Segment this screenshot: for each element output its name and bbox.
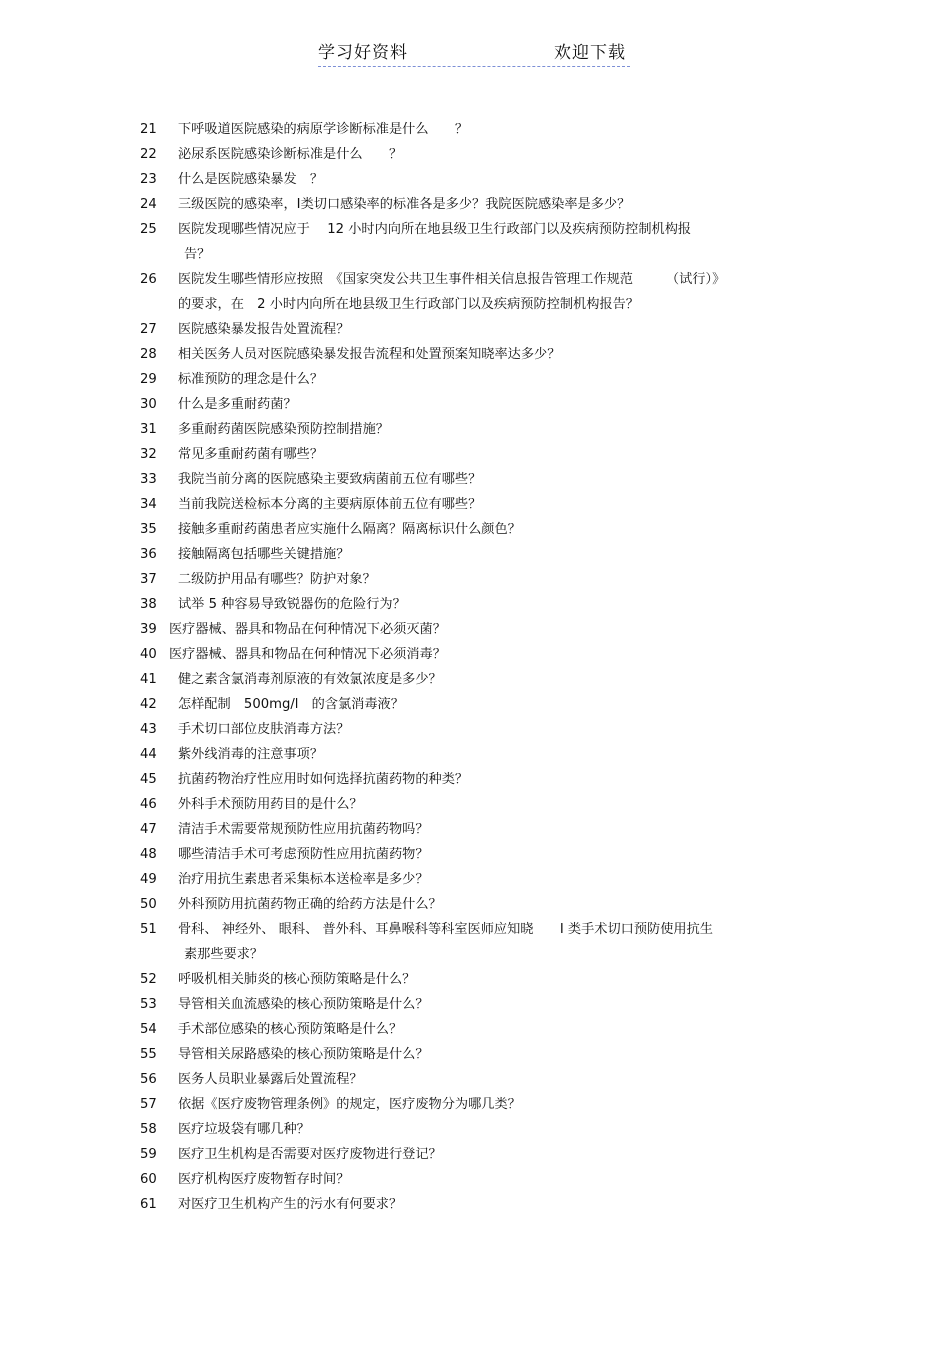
question-item bbox=[140, 642, 830, 667]
question-item bbox=[140, 442, 830, 467]
question-item bbox=[140, 792, 830, 817]
question-item bbox=[140, 592, 830, 617]
question-number: 60 bbox=[140, 1172, 157, 1187]
question-number: 37 bbox=[140, 572, 157, 587]
question-number: 27 bbox=[140, 322, 157, 337]
question-text: 手术部位感染的核心预防策略是什么？ bbox=[178, 1022, 403, 1037]
question-text: 当前我院送检标本分离的主要病原体前五位有哪些？ bbox=[178, 497, 482, 512]
question-text: 常见多重耐药菌有哪些？ bbox=[178, 447, 324, 462]
header-left-text: 学习好资料 bbox=[318, 43, 408, 63]
question-text: 医疗机构医疗废物暂存时间？ bbox=[178, 1172, 350, 1187]
question-item bbox=[140, 367, 830, 392]
question-text: 医务人员职业暴露后处置流程？ bbox=[178, 1072, 363, 1087]
question-text: 医疗器械、器具和物品在何种情况下必须灭菌？ bbox=[169, 622, 446, 637]
question-text: 清洁手术需要常规预防性应用抗菌药物吗？ bbox=[178, 822, 429, 837]
question-item bbox=[140, 817, 830, 842]
question-item bbox=[140, 517, 830, 542]
question-text: 医院感染暴发报告处置流程？ bbox=[178, 322, 350, 337]
page-header bbox=[318, 42, 630, 67]
question-list bbox=[140, 117, 830, 1217]
question-item bbox=[140, 1067, 830, 1092]
question-number: 34 bbox=[140, 497, 157, 512]
question-item bbox=[140, 717, 830, 742]
question-item bbox=[140, 617, 830, 642]
question-number: 28 bbox=[140, 347, 157, 362]
question-item bbox=[140, 542, 830, 567]
question-item bbox=[140, 1192, 830, 1217]
question-text: 什么是医院感染暴发 ？ bbox=[178, 172, 324, 187]
question-text: 试举 5 种容易导致锐器伤的危险行为？ bbox=[178, 597, 406, 612]
question-text: 医院发生哪些情形应按照 《国家突发公共卫生事件相关信息报告管理工作规范 （试行）》 bbox=[178, 272, 726, 287]
question-text-continuation: 告？ bbox=[184, 247, 211, 262]
question-number: 55 bbox=[140, 1047, 157, 1062]
question-item bbox=[140, 867, 830, 892]
question-item bbox=[140, 692, 830, 717]
question-number: 52 bbox=[140, 972, 157, 987]
question-number: 51 bbox=[140, 922, 157, 937]
question-text: 紫外线消毒的注意事项？ bbox=[178, 747, 324, 762]
question-item bbox=[140, 967, 830, 992]
question-item bbox=[140, 267, 830, 317]
question-item bbox=[140, 342, 830, 367]
question-text: 导管相关血流感染的核心预防策略是什么？ bbox=[178, 997, 429, 1012]
question-text: 接触多重耐药菌患者应实施什么隔离？隔离标识什么颜色？ bbox=[178, 522, 521, 537]
question-number: 25 bbox=[140, 222, 157, 237]
question-number: 47 bbox=[140, 822, 157, 837]
question-number: 32 bbox=[140, 447, 157, 462]
question-item bbox=[140, 317, 830, 342]
question-item bbox=[140, 667, 830, 692]
question-text: 依据《医疗废物管理条例》的规定，医疗废物分为哪几类？ bbox=[178, 1097, 521, 1112]
question-number: 43 bbox=[140, 722, 157, 737]
question-number: 61 bbox=[140, 1197, 157, 1212]
question-number: 41 bbox=[140, 672, 157, 687]
question-number: 21 bbox=[140, 122, 157, 137]
question-item bbox=[140, 992, 830, 1017]
question-text: 接触隔离包括哪些关键措施？ bbox=[178, 547, 350, 562]
question-text: 怎样配制 500mg/l 的含氯消毒液？ bbox=[178, 697, 404, 712]
question-item bbox=[140, 117, 830, 142]
question-text: 医院发现哪些情况应于 12 小时内向所在地县级卫生行政部门以及疾病预防控制机构报 bbox=[178, 222, 692, 237]
question-number: 29 bbox=[140, 372, 157, 387]
question-item bbox=[140, 192, 830, 217]
question-text: 三级医院的感染率，Ⅰ类切口感染率的标准各是多少？我院医院感染率是多少？ bbox=[178, 197, 631, 212]
question-item bbox=[140, 567, 830, 592]
question-number: 31 bbox=[140, 422, 157, 437]
question-item bbox=[140, 1017, 830, 1042]
question-text: 对医疗卫生机构产生的污水有何要求？ bbox=[178, 1197, 403, 1212]
question-number: 23 bbox=[140, 172, 157, 187]
question-number: 54 bbox=[140, 1022, 157, 1037]
question-text: 我院当前分离的医院感染主要致病菌前五位有哪些？ bbox=[178, 472, 482, 487]
question-item bbox=[140, 1042, 830, 1067]
question-item bbox=[140, 742, 830, 767]
question-number: 45 bbox=[140, 772, 157, 787]
question-number: 40 bbox=[140, 647, 157, 662]
question-item bbox=[140, 1142, 830, 1167]
question-number: 44 bbox=[140, 747, 157, 762]
question-text: 医疗垃圾袋有哪几种？ bbox=[178, 1122, 310, 1137]
question-text: 健之素含氯消毒剂原液的有效氯浓度是多少？ bbox=[178, 672, 442, 687]
question-item bbox=[140, 167, 830, 192]
question-item bbox=[140, 392, 830, 417]
question-item bbox=[140, 917, 830, 967]
question-number: 35 bbox=[140, 522, 157, 537]
question-text: 骨科、 神经外、 眼科、 普外科、耳鼻喉科等科室医师应知晓 Ⅰ 类手术切口预防使用抗生 bbox=[178, 922, 713, 937]
question-text: 治疗用抗生素患者采集标本送检率是多少？ bbox=[178, 872, 429, 887]
question-text: 下呼吸道医院感染的病原学诊断标准是什么 ？ bbox=[178, 122, 469, 137]
question-text: 哪些清洁手术可考虑预防性应用抗菌药物？ bbox=[178, 847, 429, 862]
question-number: 22 bbox=[140, 147, 157, 162]
question-item bbox=[140, 467, 830, 492]
question-text: 泌尿系医院感染诊断标准是什么 ？ bbox=[178, 147, 403, 162]
question-number: 58 bbox=[140, 1122, 157, 1137]
question-number: 36 bbox=[140, 547, 157, 562]
question-item bbox=[140, 842, 830, 867]
question-text: 医疗卫生机构是否需要对医疗废物进行登记？ bbox=[178, 1147, 442, 1162]
question-text: 呼吸机相关肺炎的核心预防策略是什么？ bbox=[178, 972, 416, 987]
question-text: 手术切口部位皮肤消毒方法？ bbox=[178, 722, 350, 737]
question-text-continuation: 素那些要求？ bbox=[184, 947, 264, 962]
question-number: 42 bbox=[140, 697, 157, 712]
question-item bbox=[140, 1167, 830, 1192]
question-number: 53 bbox=[140, 997, 157, 1012]
question-text: 医疗器械、器具和物品在何种情况下必须消毒？ bbox=[169, 647, 446, 662]
question-text: 相关医务人员对医院感染暴发报告流程和处置预案知晓率达多少？ bbox=[178, 347, 561, 362]
question-text: 什么是多重耐药菌？ bbox=[178, 397, 297, 412]
question-text: 外科手术预防用药目的是什么？ bbox=[178, 797, 363, 812]
question-number: 57 bbox=[140, 1097, 157, 1112]
question-item bbox=[140, 142, 830, 167]
question-text: 多重耐药菌医院感染预防控制措施？ bbox=[178, 422, 389, 437]
question-item bbox=[140, 767, 830, 792]
question-number: 33 bbox=[140, 472, 157, 487]
question-number: 39 bbox=[140, 622, 157, 637]
question-number: 30 bbox=[140, 397, 157, 412]
question-number: 56 bbox=[140, 1072, 157, 1087]
question-text: 外科预防用抗菌药物正确的给药方法是什么？ bbox=[178, 897, 442, 912]
question-item bbox=[140, 492, 830, 517]
header-right-text: 欢迎下载 bbox=[554, 43, 626, 63]
question-text: 导管相关尿路感染的核心预防策略是什么？ bbox=[178, 1047, 429, 1062]
question-text: 二级防护用品有哪些？防护对象？ bbox=[178, 572, 376, 587]
question-number: 24 bbox=[140, 197, 157, 212]
question-number: 50 bbox=[140, 897, 157, 912]
question-item bbox=[140, 1117, 830, 1142]
question-item bbox=[140, 417, 830, 442]
question-text: 标准预防的理念是什么？ bbox=[178, 372, 324, 387]
question-number: 59 bbox=[140, 1147, 157, 1162]
question-item bbox=[140, 1092, 830, 1117]
question-item bbox=[140, 892, 830, 917]
question-number: 26 bbox=[140, 272, 157, 287]
question-item bbox=[140, 217, 830, 267]
question-number: 38 bbox=[140, 597, 157, 612]
question-number: 49 bbox=[140, 872, 157, 887]
question-text: 抗菌药物治疗性应用时如何选择抗菌药物的种类？ bbox=[178, 772, 469, 787]
question-number: 48 bbox=[140, 847, 157, 862]
question-number: 46 bbox=[140, 797, 157, 812]
question-text-continuation: 的要求，在 2 小时内向所在地县级卫生行政部门以及疾病预防控制机构报告？ bbox=[178, 297, 639, 312]
